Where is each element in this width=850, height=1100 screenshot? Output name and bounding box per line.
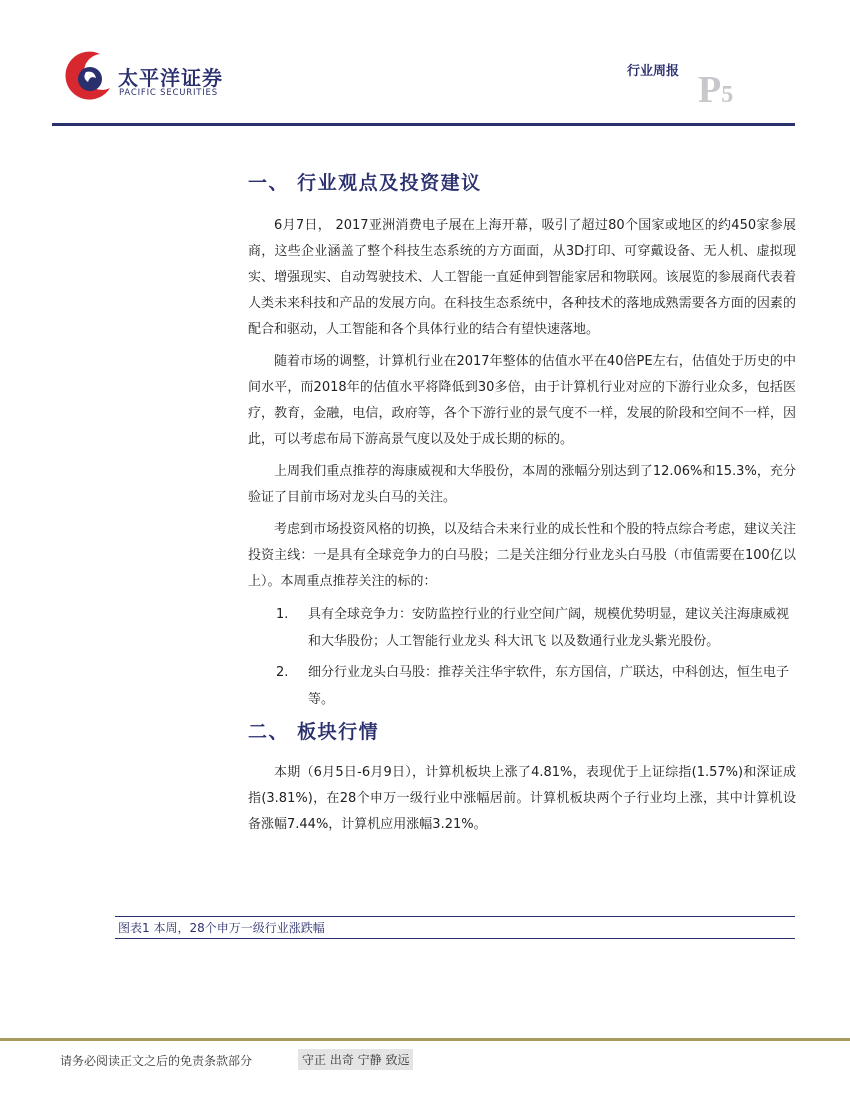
- section-title-sector-market: 二、 板块行情: [248, 721, 380, 743]
- page-header: [0, 0, 850, 130]
- brand-name-cn: 太平洋证券: [118, 66, 223, 90]
- report-type-label: 行业周报: [627, 64, 680, 79]
- recommendation-item: [248, 659, 796, 713]
- footer-divider: [0, 1038, 850, 1041]
- page-number-value: 5: [721, 82, 734, 108]
- footer-disclaimer: 请务必阅读正文之后的免责条款部分: [60, 1054, 253, 1068]
- paragraph-valuation: 随着市场的调整，计算机行业在2017年整体的估值水平在40倍PE左右，估值处于历史的中间水平，而2018年的估值水平将降低到30多倍，由于计算机行业对应的下游行业众多，包括医疗，教育，金融，电信，政府等，各个下游行业的景气度不一样，发展的阶段和空间不一样，因此，可以考虑布局下游高景气度以及处于成长期的标的。: [248, 354, 796, 447]
- figure-caption: 图表1 本周，28个申万一级行业涨跌幅: [118, 921, 325, 935]
- section-title-industry-view: 一、 行业观点及投资建议: [248, 172, 482, 194]
- brand-name-en: PACIFIC SECURITIES: [119, 88, 218, 98]
- page-number: [698, 68, 733, 112]
- pacific-securities-logo-icon: [60, 48, 116, 104]
- recommendation-text: 细分行业龙头白马股：推荐关注华宇软件，东方国信，广联达，中科创达，恒生电子等。: [308, 665, 790, 707]
- figure-caption-top-rule: [115, 916, 795, 917]
- paragraph-last-week-picks: 上周我们重点推荐的海康威视和大华股份，本周的涨幅分别达到了12.06%和15.3%，充分验证了目前市场对龙头白马的关注。: [248, 464, 796, 505]
- recommendation-item: [248, 601, 796, 655]
- page-number-prefix: P: [698, 69, 722, 111]
- recommendation-text: 具有全球竞争力：安防监控行业的行业空间广阔，规模优势明显，建议关注海康威视和大华股份；人工智能行业龙头 科大讯飞 以及数通行业龙头紫光股份。: [308, 607, 790, 649]
- footer-motto: 守正 出奇 宁静 致远: [298, 1049, 413, 1070]
- recommendation-list: [248, 601, 796, 713]
- figure-caption-bottom-rule: [115, 938, 795, 939]
- header-divider: [52, 123, 795, 126]
- recommendation-number: 2.: [276, 665, 289, 680]
- paragraph-sector-performance: 本期（6月5日-6月9日），计算机板块上涨了4.81%，表现优于上证综指(1.57%)和深证成指(3.81%)，在28个申万一级行业中涨幅居前。计算机板块两个子行业均上涨，其中计算机设备涨幅7.44%，计算机应用涨幅3.21%。: [248, 765, 796, 832]
- recommendation-number: 1.: [276, 607, 289, 622]
- paragraph-investment-themes: 考虑到市场投资风格的切换，以及结合未来行业的成长性和个股的特点综合考虑，建议关注投资主线：一是具有全球竞争力的白马股；二是关注细分行业龙头白马股（市值需要在100亿以上）。本周重点推荐关注的标的：: [248, 522, 796, 589]
- report-body: [248, 168, 796, 844]
- paragraph-ces-asia: 6月7日， 2017亚洲消费电子展在上海开幕，吸引了超过80个国家或地区的约450家参展商，这些企业涵盖了整个科技生态系统的方方面面，从3D打印、可穿戴设备、无人机、虚拟现实、增强现实、自动驾驶技术、人工智能一直延伸到智能家居和物联网。该展览的参展商代表着人类未来科技和产品的发展方向。在科技生态系统中，各种技术的落地成熟需要各方面的因素的配合和驱动，人工智能和各个具体行业的结合有望快速落地。: [248, 218, 796, 337]
